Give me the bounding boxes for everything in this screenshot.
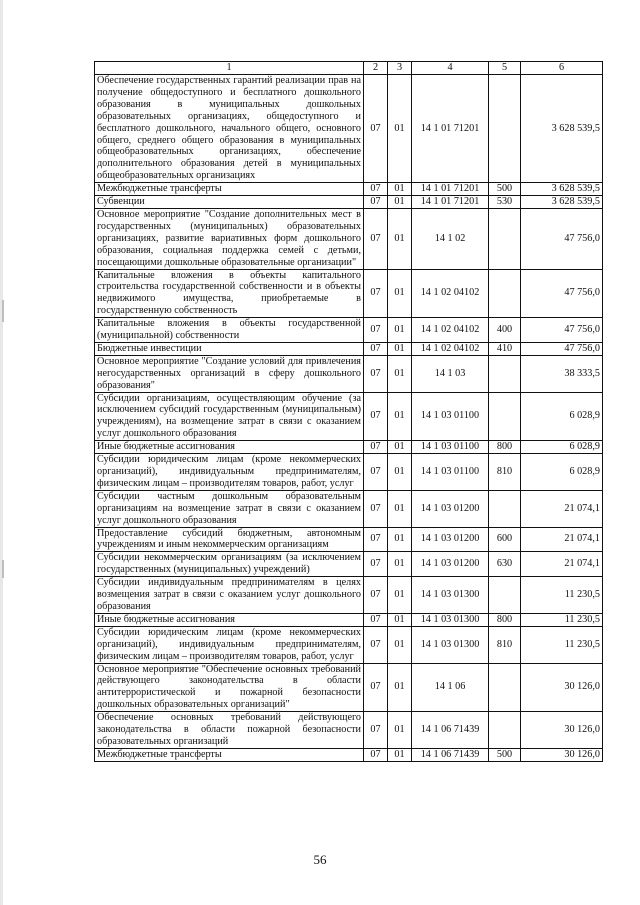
amount: 21 074,1 <box>521 527 603 552</box>
amount: 47 756,0 <box>521 269 603 318</box>
amount: 47 756,0 <box>521 342 603 355</box>
table-row <box>95 577 603 614</box>
section-code: 07 <box>364 342 388 355</box>
target-article-code: 14 1 03 01200 <box>412 552 489 577</box>
amount: 47 756,0 <box>521 208 603 269</box>
expense-type-code: 410 <box>489 342 521 355</box>
expense-type-code: 810 <box>489 454 521 491</box>
subsection-code: 01 <box>388 552 412 577</box>
expense-type-code <box>489 392 521 441</box>
target-article-code: 14 1 06 71439 <box>412 748 489 761</box>
subsection-code: 01 <box>388 454 412 491</box>
section-code: 07 <box>364 196 388 209</box>
amount: 38 333,5 <box>521 355 603 392</box>
row-name: Субсидии некоммерческим организациям (за исключением государственных (муниципальных) учреждений) <box>95 552 364 577</box>
target-article-code: 14 1 06 <box>412 663 489 712</box>
expense-type-code <box>489 490 521 527</box>
scan-mark <box>2 560 4 578</box>
table-row <box>95 613 603 626</box>
amount: 3 628 539,5 <box>521 196 603 209</box>
row-name: Капитальные вложения в объекты государственной (муниципальной) собственности <box>95 318 364 343</box>
table-row <box>95 454 603 491</box>
row-name: Межбюджетные трансферты <box>95 183 364 196</box>
expense-type-code: 630 <box>489 552 521 577</box>
table-row <box>95 552 603 577</box>
section-code: 07 <box>364 392 388 441</box>
row-name: Основное мероприятие "Создание условий для привлечения негосударственных организаций в сферу дошкольного образования" <box>95 355 364 392</box>
row-name: Капитальные вложения в объекты капитального строительства государственной собственности и в объекты недвижимого имущества, приобретаемые в государственную собственность <box>95 269 364 318</box>
subsection-code: 01 <box>388 748 412 761</box>
amount: 30 126,0 <box>521 663 603 712</box>
row-name: Обеспечение государственных гарантий реализации прав на получение общедоступного и бесплатного дошкольного образования в муниципальных дошкольных образовательных организациях, общедоступного и бесплатного дошкольного, начального общего, основного общего, среднего общего образования в муниципальных общеобразовательных организациях, обеспечение дополнительного образования детей в муниципальных общеобразовательных организациях <box>95 75 364 183</box>
row-name: Субсидии индивидуальным предпринимателям в целях возмещения затрат в связи с оказанием услуг дошкольного образования <box>95 577 364 614</box>
row-name: Бюджетные инвестиции <box>95 342 364 355</box>
target-article-code: 14 1 03 01200 <box>412 527 489 552</box>
subsection-code: 01 <box>388 712 412 749</box>
section-code: 07 <box>364 626 388 663</box>
row-name: Межбюджетные трансферты <box>95 748 364 761</box>
section-code: 07 <box>364 663 388 712</box>
table-row <box>95 712 603 749</box>
table-header-row <box>95 62 603 75</box>
subsection-code: 01 <box>388 75 412 183</box>
subsection-code: 01 <box>388 577 412 614</box>
table-row <box>95 527 603 552</box>
column-header: 3 <box>388 62 412 75</box>
amount: 21 074,1 <box>521 552 603 577</box>
table-row <box>95 269 603 318</box>
section-code: 07 <box>364 490 388 527</box>
amount: 47 756,0 <box>521 318 603 343</box>
section-code: 07 <box>364 712 388 749</box>
row-name: Субсидии организациям, осуществляющим обучение (за исключением субсидий государственным (муниципальным) учреждениям), на возмещение затрат в связи с оказанием услуг дошкольного образования <box>95 392 364 441</box>
subsection-code: 01 <box>388 208 412 269</box>
table-row <box>95 490 603 527</box>
expense-type-code <box>489 663 521 712</box>
section-code: 07 <box>364 748 388 761</box>
expense-type-code <box>489 712 521 749</box>
expense-type-code: 500 <box>489 748 521 761</box>
target-article-code: 14 1 02 04102 <box>412 269 489 318</box>
target-article-code: 14 1 01 71201 <box>412 75 489 183</box>
row-name: Предоставление субсидий бюджетным, автономным учреждениям и иным некоммерческим организациям <box>95 527 364 552</box>
row-name: Субсидии частным дошкольным образовательным организациям на возмещение затрат в связи с оказанием услуг дошкольного образования <box>95 490 364 527</box>
amount: 30 126,0 <box>521 712 603 749</box>
table-row <box>95 196 603 209</box>
column-header: 4 <box>412 62 489 75</box>
row-name: Иные бюджетные ассигнования <box>95 613 364 626</box>
subsection-code: 01 <box>388 183 412 196</box>
expense-type-code <box>489 75 521 183</box>
amount: 11 230,5 <box>521 626 603 663</box>
row-name: Обеспечение основных требований действующего законодательства в области пожарной безопасности образовательных организаций <box>95 712 364 749</box>
subsection-code: 01 <box>388 342 412 355</box>
target-article-code: 14 1 01 71201 <box>412 183 489 196</box>
expense-type-code: 400 <box>489 318 521 343</box>
target-article-code: 14 1 03 01300 <box>412 577 489 614</box>
table-row <box>95 441 603 454</box>
subsection-code: 01 <box>388 441 412 454</box>
subsection-code: 01 <box>388 355 412 392</box>
amount: 11 230,5 <box>521 613 603 626</box>
table-row <box>95 663 603 712</box>
target-article-code: 14 1 02 <box>412 208 489 269</box>
row-name: Субвенции <box>95 196 364 209</box>
column-header: 5 <box>489 62 521 75</box>
target-article-code: 14 1 03 <box>412 355 489 392</box>
subsection-code: 01 <box>388 392 412 441</box>
row-name: Субсидии юридическим лицам (кроме некоммерческих организаций), индивидуальным предпринимателям, физическим лицам – производителям товаров, работ, услуг <box>95 626 364 663</box>
subsection-code: 01 <box>388 626 412 663</box>
section-code: 07 <box>364 613 388 626</box>
table-row <box>95 748 603 761</box>
section-code: 07 <box>364 441 388 454</box>
section-code: 07 <box>364 318 388 343</box>
amount: 11 230,5 <box>521 577 603 614</box>
target-article-code: 14 1 01 71201 <box>412 196 489 209</box>
row-name: Основное мероприятие "Создание дополнительных мест в государственных (муниципальных) образовательных организациях, развитие вариативных форм дошкольного образования, социальная поддержка семей с детьми, посещающими дошкольные образовательные организации" <box>95 208 364 269</box>
table-row <box>95 208 603 269</box>
row-name: Иные бюджетные ассигнования <box>95 441 364 454</box>
row-name: Субсидии юридическим лицам (кроме некоммерческих организаций), индивидуальным предпринимателям, физическим лицам – производителям товаров, работ, услуг <box>95 454 364 491</box>
expense-type-code: 800 <box>489 441 521 454</box>
target-article-code: 14 1 02 04102 <box>412 318 489 343</box>
section-code: 07 <box>364 552 388 577</box>
expense-type-code: 800 <box>489 613 521 626</box>
table-row <box>95 626 603 663</box>
section-code: 07 <box>364 269 388 318</box>
section-code: 07 <box>364 577 388 614</box>
table-row <box>95 75 603 183</box>
subsection-code: 01 <box>388 527 412 552</box>
scan-mark <box>2 300 4 322</box>
expense-type-code: 500 <box>489 183 521 196</box>
section-code: 07 <box>364 75 388 183</box>
target-article-code: 14 1 03 01100 <box>412 454 489 491</box>
target-article-code: 14 1 03 01200 <box>412 490 489 527</box>
amount: 3 628 539,5 <box>521 75 603 183</box>
subsection-code: 01 <box>388 613 412 626</box>
expense-type-code <box>489 208 521 269</box>
subsection-code: 01 <box>388 318 412 343</box>
expense-type-code: 810 <box>489 626 521 663</box>
amount: 30 126,0 <box>521 748 603 761</box>
column-header: 2 <box>364 62 388 75</box>
table-row <box>95 342 603 355</box>
expense-type-code <box>489 269 521 318</box>
row-name: Основное мероприятие "Обеспечение основных требований действующего законодательства в области антитеррористической и пожарной безопасности дошкольных образовательных организаций" <box>95 663 364 712</box>
subsection-code: 01 <box>388 196 412 209</box>
column-header: 1 <box>95 62 364 75</box>
section-code: 07 <box>364 208 388 269</box>
table-row <box>95 318 603 343</box>
section-code: 07 <box>364 454 388 491</box>
section-code: 07 <box>364 527 388 552</box>
expense-type-code: 530 <box>489 196 521 209</box>
target-article-code: 14 1 03 01100 <box>412 441 489 454</box>
subsection-code: 01 <box>388 269 412 318</box>
table-row <box>95 355 603 392</box>
target-article-code: 14 1 02 04102 <box>412 342 489 355</box>
target-article-code: 14 1 06 71439 <box>412 712 489 749</box>
page-number: 56 <box>313 852 327 867</box>
expense-type-code <box>489 355 521 392</box>
expense-type-code: 600 <box>489 527 521 552</box>
section-code: 07 <box>364 183 388 196</box>
target-article-code: 14 1 03 01300 <box>412 626 489 663</box>
table-row <box>95 183 603 196</box>
amount: 6 028,9 <box>521 441 603 454</box>
expense-type-code <box>489 577 521 614</box>
subsection-code: 01 <box>388 663 412 712</box>
amount: 21 074,1 <box>521 490 603 527</box>
scan-edge <box>0 0 3 905</box>
budget-table <box>94 61 603 762</box>
amount: 6 028,9 <box>521 454 603 491</box>
target-article-code: 14 1 03 01100 <box>412 392 489 441</box>
subsection-code: 01 <box>388 490 412 527</box>
amount: 6 028,9 <box>521 392 603 441</box>
target-article-code: 14 1 03 01300 <box>412 613 489 626</box>
section-code: 07 <box>364 355 388 392</box>
table-row <box>95 392 603 441</box>
column-header: 6 <box>521 62 603 75</box>
amount: 3 628 539,5 <box>521 183 603 196</box>
